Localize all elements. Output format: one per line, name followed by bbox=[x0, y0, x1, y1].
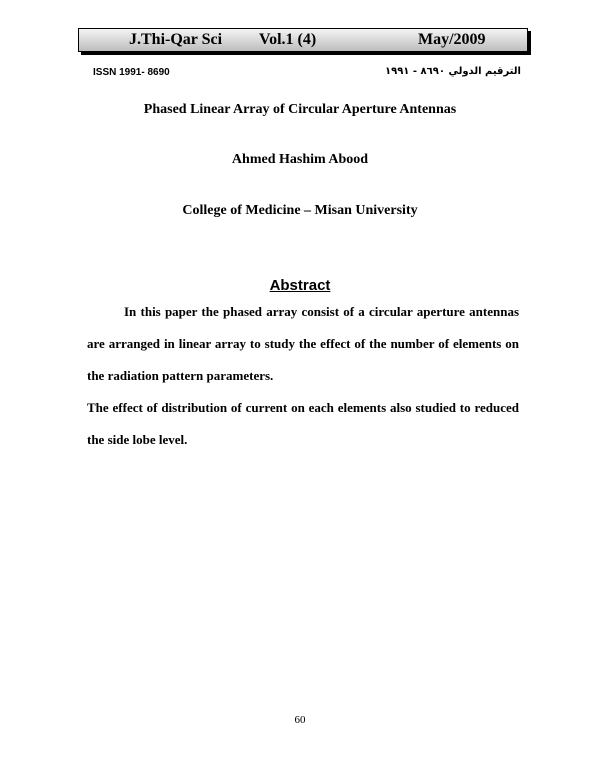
author-name: Ahmed Hashim Abood bbox=[231, 152, 369, 167]
issn-latin: ISSN 1991- 8690 bbox=[93, 67, 170, 78]
abstract-paragraph-2: The effect of distribution of current on each elements also studied to reduced the side lobe level. bbox=[87, 400, 519, 447]
issn-arabic: الترقيم الدولي ٨٦٩٠ - ١٩٩١ bbox=[385, 66, 521, 77]
author-affiliation: College of Medicine – Misan University bbox=[182, 203, 418, 218]
paper-title: Phased Linear Array of Circular Aperture Antennas bbox=[143, 102, 457, 117]
abstract-heading: Abstract bbox=[269, 277, 331, 294]
page-number: 60 bbox=[294, 714, 306, 726]
journal-volume: Vol.1 (4) bbox=[259, 31, 317, 48]
journal-date: May/2009 bbox=[418, 31, 486, 48]
journal-name: J.Thi-Qar Sci bbox=[129, 31, 223, 48]
abstract-paragraph-1: In this paper the phased array consist of a circular aperture antennas are arranged in linear array to study the effect of the number of elements on the radiation pattern parameters. bbox=[87, 304, 519, 383]
journal-header-bar bbox=[78, 28, 528, 52]
abstract-body bbox=[87, 296, 519, 456]
